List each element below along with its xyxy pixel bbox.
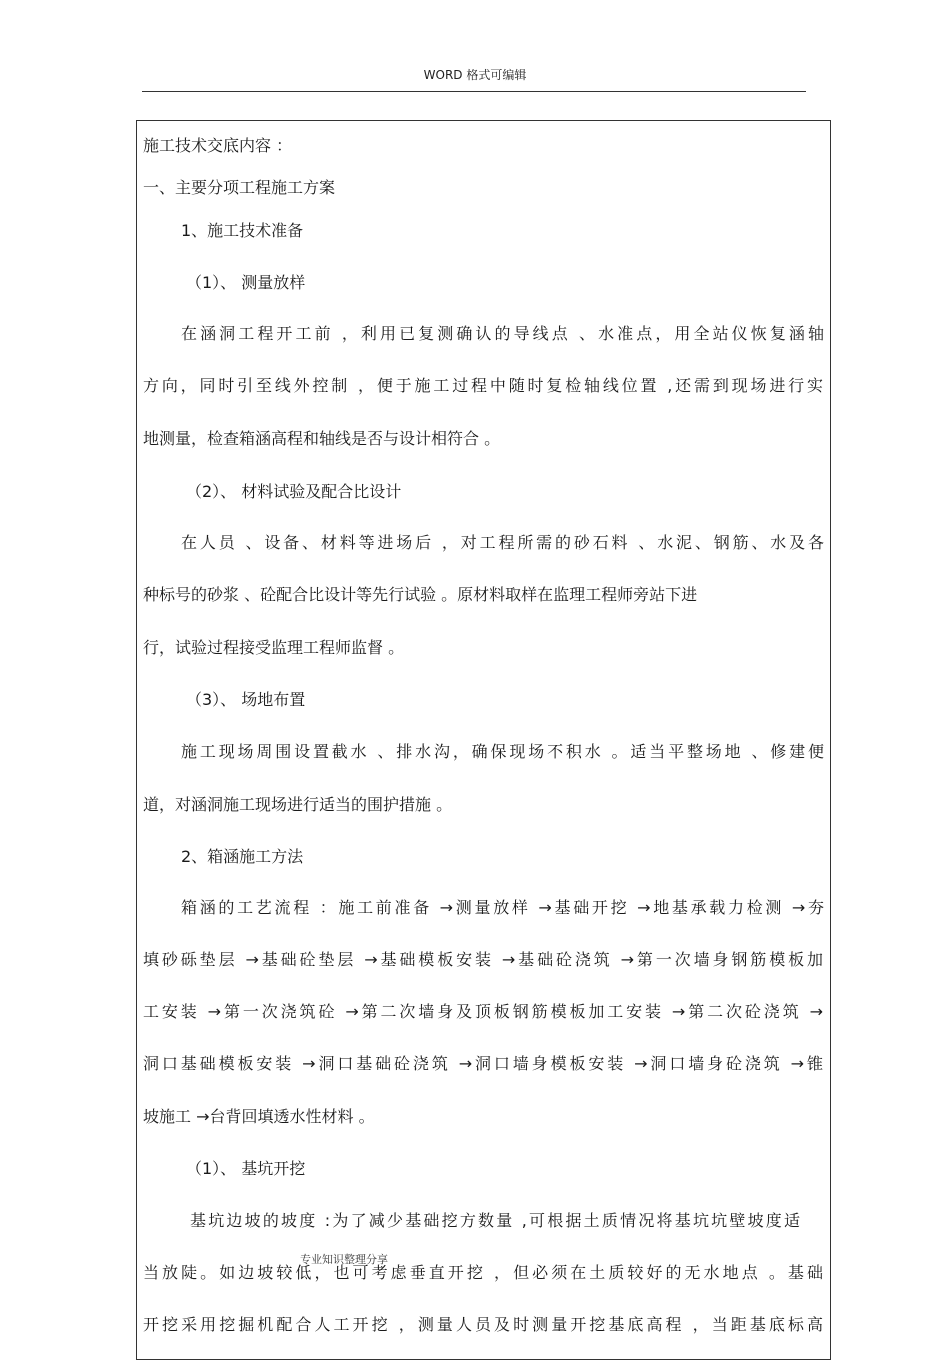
page-header: WORD 格式可编辑	[423, 68, 527, 82]
paragraph-line: 当放陡。如边坡较低，也可考虑垂直开挖 ，但必须在土质较好的无水地点 。基础	[143, 1263, 823, 1282]
heading-1-1-2: （2）、 材料试验及配合比设计	[186, 482, 402, 501]
heading-1-1-3: （3）、 场地布置	[186, 690, 306, 709]
paragraph-line: 工安装 →第一次浇筑砼 →第二次墙身及顶板钢筋模板加工安装 →第二次砼浇筑 →	[143, 1002, 823, 1021]
heading-1-2-1: （1）、 基坑开挖	[186, 1159, 306, 1178]
heading-1-2: 2、箱涵施工方法	[181, 847, 304, 866]
paragraph-line: 开挖采用挖掘机配合人工开挖 ，测量人员及时测量开挖基底高程 ，当距基底标高	[143, 1315, 823, 1334]
footer-watermark: 专业知识整理分享	[300, 1253, 388, 1266]
paragraph-line: 道，对涵洞施工现场进行适当的围护措施 。	[143, 795, 453, 814]
paragraph-line: 填砂砾垫层 →基础砼垫层 →基础模板安装 →基础砼浇筑 →第一次墙身钢筋模板加	[143, 950, 823, 969]
section-title: 施工技术交底内容 ：	[143, 136, 293, 155]
paragraph-line: 施工现场周围设置截水 、排水沟，确保现场不积水 。适当平整场地 、修建便	[181, 742, 824, 761]
header-rule	[142, 91, 806, 92]
paragraph-line: 洞口基础模板安装 →洞口基础砼浇筑 →洞口墙身模板安装 →洞口墙身砼浇筑 →锥	[143, 1054, 823, 1073]
paragraph-line: 坡施工 →台背回填透水性材料 。	[143, 1107, 375, 1126]
paragraph-line: 在人员 、设备、材料等进场后 ，对工程所需的砂石料 、水泥、钢筋、水及各	[181, 533, 824, 552]
paragraph-line: 地测量，检查箱涵高程和轴线是否与设计相符合 。	[143, 429, 501, 448]
paragraph-line: 在涵洞工程开工前 ，利用已复测确认的导线点 、水准点，用全站仪恢复涵轴	[181, 324, 824, 343]
heading-1-1: 1、施工技术准备	[181, 221, 304, 240]
paragraph-line: 基坑边坡的坡度 :为了减少基础挖方数量 ,可根据土质情况将基坑坑壁坡度适	[190, 1211, 800, 1230]
paragraph-line: 箱涵的工艺流程 ：施工前准备 →测量放样 →基础开挖 →地基承载力检测 →夯	[181, 898, 824, 917]
heading-1: 一、主要分项工程施工方案	[143, 178, 336, 197]
paragraph-line: 方向，同时引至线外控制 ，便于施工过程中随时复检轴线位置 ,还需到现场进行实	[143, 376, 823, 395]
paragraph-line: 种标号的砂浆 、砼配合比设计等先行试验 。原材料取样在监理工程师旁站下进	[143, 585, 698, 604]
paragraph-line: 行，试验过程接受监理工程师监督 。	[143, 638, 405, 657]
heading-1-1-1: （1）、 测量放样	[186, 273, 306, 292]
